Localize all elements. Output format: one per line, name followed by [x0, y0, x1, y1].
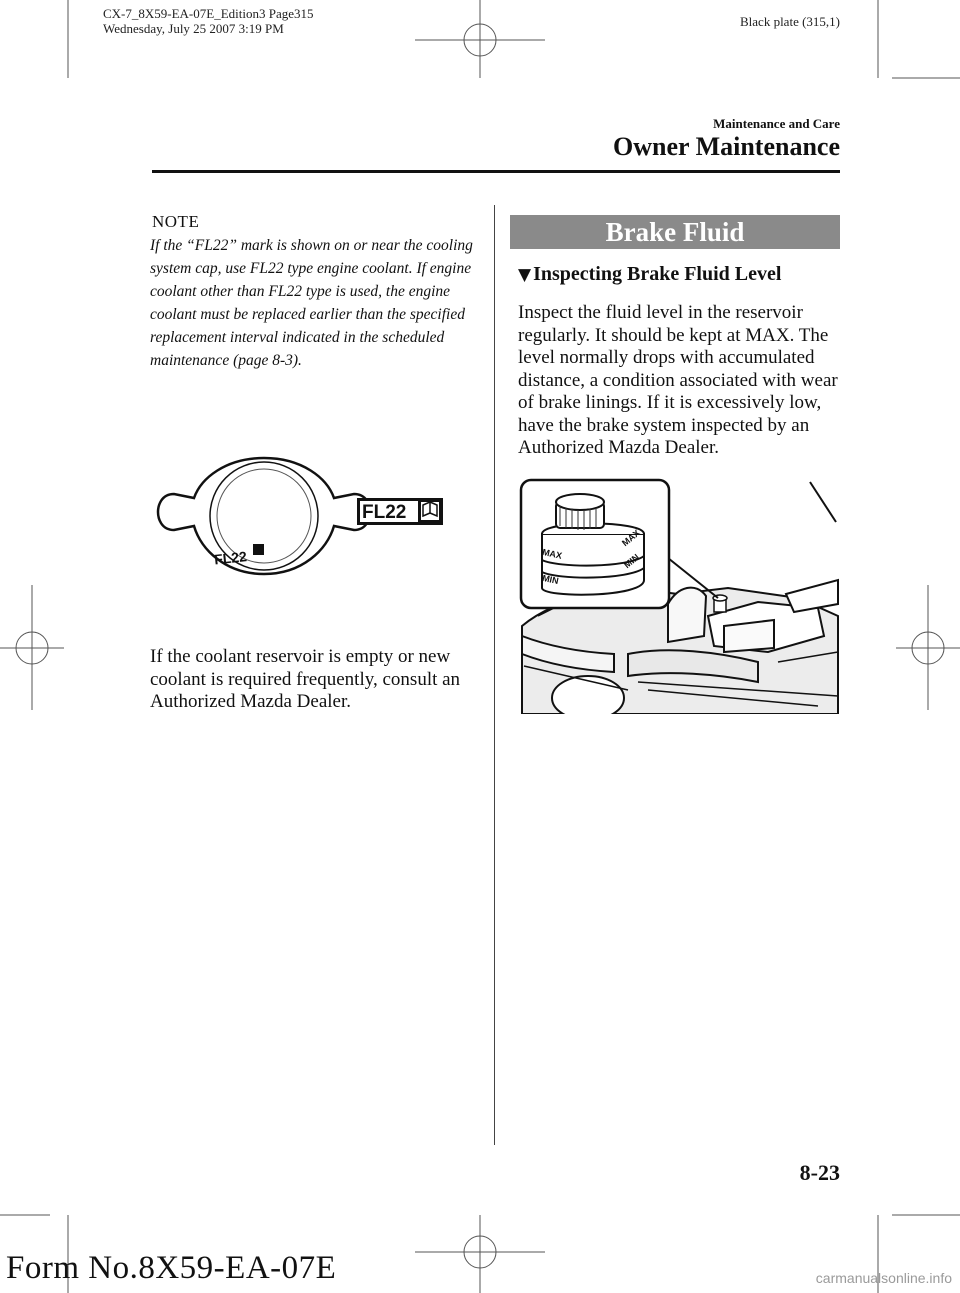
print-job-line: CX-7_8X59-EA-07E_Edition3 Page315 — [103, 6, 314, 21]
cap-outline — [158, 458, 370, 574]
brake-paragraph: Inspect the fluid level in the reservoir regularly. It should be kept at MAX. The level normally drops with accumulated distance, a condition associated with wear of brake linings. If it is excessively low, have the brake system inspected by an Authorized Mazda Dealer. — [518, 302, 838, 458]
plate-info: Black plate (315,1) — [740, 14, 840, 29]
fl22-label-text: FL22 — [362, 502, 407, 523]
note-title: NOTE — [152, 212, 200, 231]
cap-fl22-mark: FL22 — [213, 548, 248, 568]
coolant-cap-figure — [156, 450, 451, 605]
print-timestamp: Wednesday, July 25 2007 3:19 PM — [103, 21, 284, 36]
coolant-paragraph: If the coolant reservoir is empty or new coolant is required frequently, consult an Authorized Mazda Dealer. — [150, 646, 461, 712]
max-mark-left: MAX — [541, 546, 563, 561]
brake-fluid-heading: Brake Fluid — [510, 215, 840, 249]
triangle-marker-icon: ▼ — [518, 265, 532, 285]
subheading-text: Inspecting Brake Fluid Level — [533, 263, 782, 285]
min-mark-left: MIN — [541, 572, 560, 587]
page-number: 8-23 — [799, 1160, 840, 1185]
watermark: carmanualsonline.info — [815, 1270, 952, 1286]
max-mark-right: MAX — [620, 527, 642, 549]
column-divider — [494, 205, 495, 1145]
note-text: If the “FL22” mark is shown on or near the cooling system cap, use FL22 type engine coolant. If engine coolant other than FL22 type is used, the engine coolant must be replaced earlier than the specified replacement interval indicated in the scheduled maintenance (page 8-3). — [150, 237, 473, 369]
form-number: Form No.8X59-EA-07E — [6, 1250, 337, 1286]
header-rule — [152, 170, 840, 173]
section-title: Owner Maintenance — [613, 132, 840, 161]
section-label: Maintenance and Care — [713, 116, 840, 131]
min-mark-right: MIN — [622, 551, 642, 571]
subheading — [518, 263, 781, 286]
brake-reservoir-figure — [518, 476, 840, 714]
